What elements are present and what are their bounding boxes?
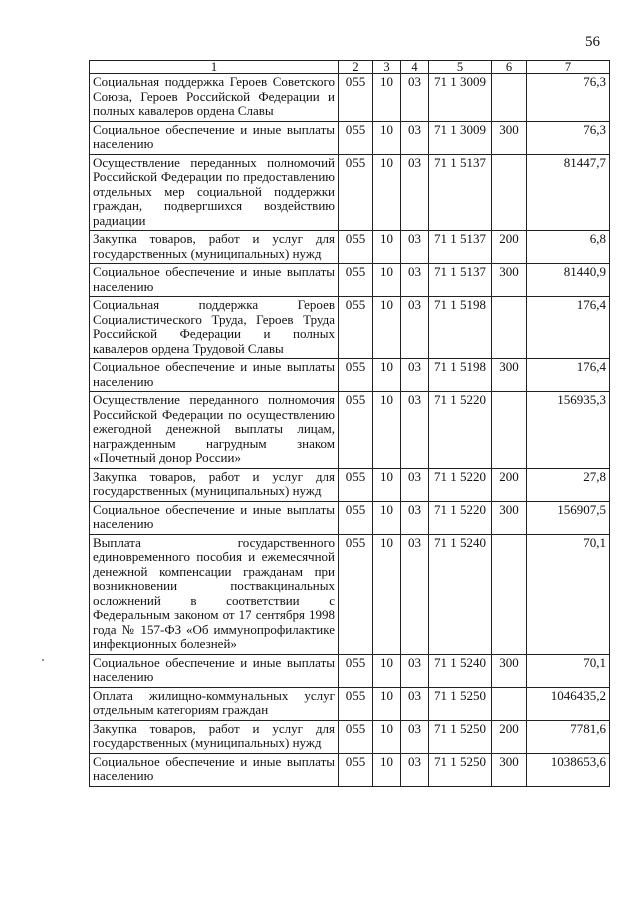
row-subsection-cell: 03 [401,264,429,297]
row-target-item-cell: 71 1 5220 [429,501,492,534]
row-admin-code-cell: 055 [339,264,373,297]
row-expense-type-cell: 300 [492,359,527,392]
row-name-cell: Социальная поддержка Героев Советского Союза, Героев Российской Федерации и полных кавалеров ордена Славы [90,74,339,122]
header-col-1: 1 [90,61,339,74]
row-expense-type-cell [492,392,527,469]
row-expense-type-cell: 200 [492,720,527,753]
row-target-item-cell: 71 1 5220 [429,392,492,469]
row-expense-type-cell: 200 [492,468,527,501]
header-row [90,61,610,74]
row-target-item-cell: 71 1 5240 [429,654,492,687]
row-section-cell: 10 [373,74,401,122]
row-subsection-cell: 03 [401,74,429,122]
row-admin-code-cell: 055 [339,359,373,392]
table-row [90,264,610,297]
row-section-cell: 10 [373,231,401,264]
row-subsection-cell: 03 [401,720,429,753]
row-name-cell: Социальное обеспечение и иные выплаты населению [90,264,339,297]
row-amount-cell: 70,1 [527,534,610,654]
header-col-7: 7 [527,61,610,74]
row-subsection-cell: 03 [401,392,429,469]
row-subsection-cell: 03 [401,154,429,231]
header-col-5: 5 [429,61,492,74]
row-target-item-cell: 71 1 5250 [429,753,492,786]
row-name-cell: Осуществление переданных полномочий Российской Федерации по предоставлению отдельных мер социальной поддержки граждан, подвергшихся воздействию радиации [90,154,339,231]
row-name-cell: Социальное обеспечение и иные выплаты населению [90,753,339,786]
table-row [90,534,610,654]
row-name-cell: Социальное обеспечение и иные выплаты населению [90,359,339,392]
budget-table [89,60,610,787]
row-admin-code-cell: 055 [339,720,373,753]
table-row [90,687,610,720]
row-name-cell: Социальное обеспечение и иные выплаты населению [90,501,339,534]
row-admin-code-cell: 055 [339,687,373,720]
table-row [90,720,610,753]
row-subsection-cell: 03 [401,501,429,534]
row-amount-cell: 70,1 [527,654,610,687]
table-row [90,654,610,687]
row-admin-code-cell: 055 [339,297,373,359]
table-row [90,468,610,501]
header-col-3: 3 [373,61,401,74]
row-subsection-cell: 03 [401,231,429,264]
row-target-item-cell: 71 1 3009 [429,74,492,122]
row-name-cell: Закупка товаров, работ и услуг для государственных (муниципальных) нужд [90,468,339,501]
row-expense-type-cell [492,687,527,720]
row-amount-cell: 176,4 [527,359,610,392]
row-amount-cell: 81447,7 [527,154,610,231]
table-row [90,154,610,231]
row-amount-cell: 6,8 [527,231,610,264]
row-admin-code-cell: 055 [339,534,373,654]
row-expense-type-cell: 300 [492,501,527,534]
row-section-cell: 10 [373,468,401,501]
row-target-item-cell: 71 1 3009 [429,121,492,154]
table-row [90,74,610,122]
row-subsection-cell: 03 [401,654,429,687]
row-target-item-cell: 71 1 5137 [429,231,492,264]
row-section-cell: 10 [373,753,401,786]
row-section-cell: 10 [373,501,401,534]
row-subsection-cell: 03 [401,687,429,720]
table-row [90,359,610,392]
row-expense-type-cell [492,74,527,122]
row-expense-type-cell [492,534,527,654]
row-name-cell: Оплата жилищно-коммунальных услуг отдельным категориям граждан [90,687,339,720]
row-target-item-cell: 71 1 5250 [429,687,492,720]
row-amount-cell: 76,3 [527,121,610,154]
row-amount-cell: 76,3 [527,74,610,122]
row-admin-code-cell: 055 [339,121,373,154]
row-amount-cell: 81440,9 [527,264,610,297]
row-expense-type-cell: 300 [492,753,527,786]
row-target-item-cell: 71 1 5220 [429,468,492,501]
row-section-cell: 10 [373,297,401,359]
table-body [90,74,610,787]
header-col-4: 4 [401,61,429,74]
row-expense-type-cell [492,154,527,231]
table-row [90,231,610,264]
row-subsection-cell: 03 [401,297,429,359]
row-amount-cell: 7781,6 [527,720,610,753]
row-name-cell: Социальное обеспечение и иные выплаты населению [90,654,339,687]
page-number: 56 [585,34,600,50]
row-admin-code-cell: 055 [339,654,373,687]
row-name-cell: Осуществление переданного полномочия Российской Федерации по осуществлению ежегодной денежной выплаты лицам, награжденным нагрудным знаком «Почетный донор России» [90,392,339,469]
header-col-2: 2 [339,61,373,74]
row-name-cell: Социальная поддержка Героев Социалистического Труда, Героев Труда Российской Федерации и полных кавалеров ордена Трудовой Славы [90,297,339,359]
row-expense-type-cell: 200 [492,231,527,264]
scan-speck [42,659,44,661]
row-target-item-cell: 71 1 5198 [429,297,492,359]
row-subsection-cell: 03 [401,359,429,392]
header-col-6: 6 [492,61,527,74]
row-admin-code-cell: 055 [339,392,373,469]
row-target-item-cell: 71 1 5137 [429,264,492,297]
row-section-cell: 10 [373,264,401,297]
row-amount-cell: 176,4 [527,297,610,359]
row-section-cell: 10 [373,359,401,392]
row-name-cell: Закупка товаров, работ и услуг для государственных (муниципальных) нужд [90,720,339,753]
row-amount-cell: 1046435,2 [527,687,610,720]
row-name-cell: Выплата государственного единовременного пособия и ежемесячной денежной компенсации гражданам при возникновении поствакцинальных осложнений в соответствии с Федеральным законом от 17 сентября 1998 года № 157-ФЗ «Об иммунопрофилактике инфекционных болезней» [90,534,339,654]
row-expense-type-cell: 300 [492,654,527,687]
row-admin-code-cell: 055 [339,74,373,122]
row-section-cell: 10 [373,154,401,231]
row-admin-code-cell: 055 [339,154,373,231]
row-section-cell: 10 [373,392,401,469]
row-section-cell: 10 [373,534,401,654]
row-admin-code-cell: 055 [339,468,373,501]
row-target-item-cell: 71 1 5198 [429,359,492,392]
row-admin-code-cell: 055 [339,753,373,786]
row-subsection-cell: 03 [401,468,429,501]
row-subsection-cell: 03 [401,753,429,786]
row-target-item-cell: 71 1 5250 [429,720,492,753]
row-section-cell: 10 [373,687,401,720]
row-amount-cell: 1038653,6 [527,753,610,786]
table-row [90,297,610,359]
row-section-cell: 10 [373,121,401,154]
row-expense-type-cell: 300 [492,121,527,154]
table-row [90,392,610,469]
row-target-item-cell: 71 1 5240 [429,534,492,654]
row-name-cell: Закупка товаров, работ и услуг для государственных (муниципальных) нужд [90,231,339,264]
row-subsection-cell: 03 [401,121,429,154]
row-expense-type-cell: 300 [492,264,527,297]
row-amount-cell: 156907,5 [527,501,610,534]
row-section-cell: 10 [373,720,401,753]
row-section-cell: 10 [373,654,401,687]
table-row [90,501,610,534]
table-row [90,121,610,154]
row-target-item-cell: 71 1 5137 [429,154,492,231]
row-amount-cell: 156935,3 [527,392,610,469]
row-admin-code-cell: 055 [339,231,373,264]
table-row [90,753,610,786]
row-name-cell: Социальное обеспечение и иные выплаты населению [90,121,339,154]
row-expense-type-cell [492,297,527,359]
row-amount-cell: 27,8 [527,468,610,501]
row-subsection-cell: 03 [401,534,429,654]
row-admin-code-cell: 055 [339,501,373,534]
